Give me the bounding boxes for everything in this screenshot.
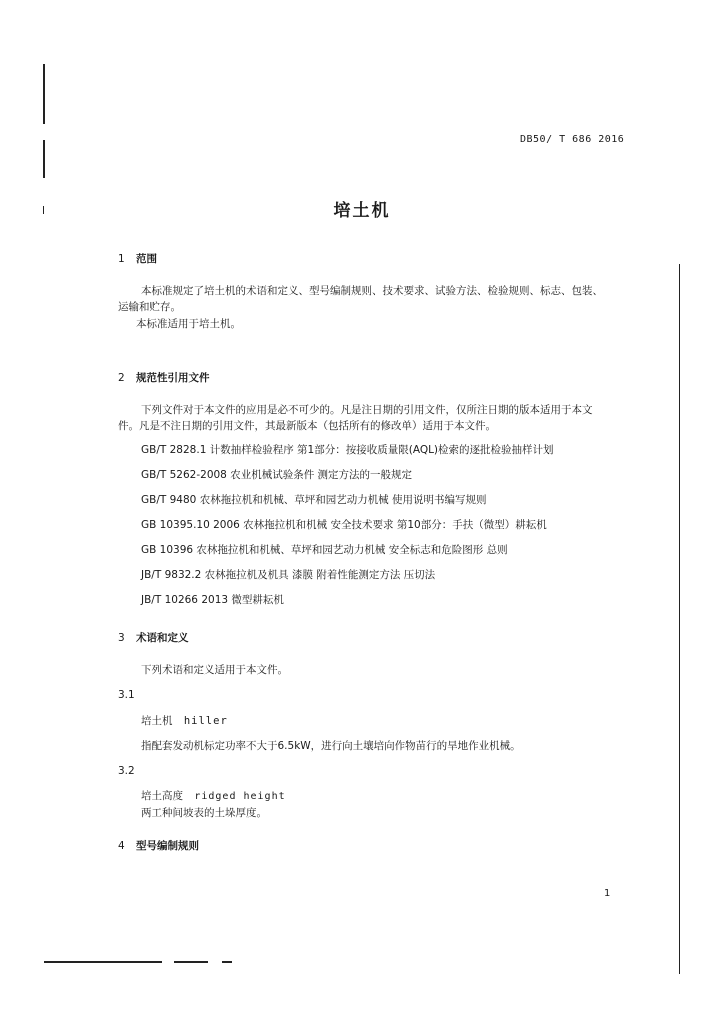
section-number: 3 [118, 632, 125, 644]
term-chinese: 培土机 [141, 715, 173, 727]
scan-mark-bottom-2 [174, 961, 208, 963]
section-1-para-1-line-1: 本标准规定了培土机的术语和定义、型号编制规则、技术要求、试验方法、检验规则、标志、包装、 [141, 285, 603, 297]
section-number: 4 [118, 840, 125, 852]
section-3-intro: 下列术语和定义适用于本文件。 [141, 664, 288, 676]
reference-item: GB/T 9480 农林拖拉机和机械、草坪和园艺动力机械 使用说明书编写规则 [141, 494, 487, 506]
section-2-intro-line-2: 件。凡是不注日期的引用文件，其最新版本（包括所有的修改单）适用于本文件。 [118, 420, 496, 432]
reference-item: GB/T 5262-2008 农业机械试验条件 测定方法的一般规定 [141, 469, 413, 481]
term-3-2-definition: 两工种间坡表的土垛厚度。 [141, 807, 267, 819]
term-chinese: 培土高度 [141, 790, 183, 802]
section-3-heading [118, 630, 189, 645]
reference-item: GB 10396 农林拖拉机和机械、草坪和园艺动力机械 安全标志和危险图形 总则 [141, 544, 508, 556]
section-title: 术语和定义 [136, 632, 189, 644]
section-1-para-1-line-2: 运输和贮存。 [118, 301, 181, 313]
section-2-intro-line-1: 下列文件对于本文件的应用是必不可少的。凡是注日期的引用文件，仅所注日期的版本适用于本文 [141, 404, 593, 416]
reference-item: JB/T 10266 2013 微型耕耘机 [141, 594, 284, 606]
section-number: 1 [118, 253, 125, 265]
standard-code: DB50/ T 686 2016 [520, 134, 625, 145]
section-number: 2 [118, 372, 125, 384]
page-number: 1 [604, 888, 611, 899]
section-1-heading [118, 251, 157, 266]
term-3-1-definition: 指配套发动机标定功率不大于6.5kW，进行向土壤培向作物苗行的旱地作业机械。 [141, 740, 521, 752]
section-4-heading [118, 838, 199, 853]
term-3-2-number: 3.2 [118, 765, 135, 777]
reference-item: GB 10395.10 2006 农林拖拉机和机械 安全技术要求 第10部分：手扶（微型）耕耘机 [141, 519, 547, 531]
section-title: 规范性引用文件 [136, 372, 210, 384]
term-english: ridged height [194, 791, 286, 802]
document-title: 培土机 [333, 201, 391, 221]
scan-mark-bottom-3 [222, 961, 232, 963]
term-3-1-name [141, 713, 228, 730]
scan-mark-left-1 [43, 64, 45, 124]
term-english: hiller [183, 715, 228, 727]
scan-mark-right [679, 264, 680, 974]
section-title: 型号编制规则 [136, 840, 199, 852]
reference-item: JB/T 9832.2 农林拖拉机及机具 漆膜 附着性能测定方法 压切法 [141, 569, 436, 581]
section-title: 范围 [136, 253, 157, 265]
scan-mark-bottom-1 [44, 961, 162, 963]
scan-mark-left-2 [43, 140, 45, 178]
term-3-1-number: 3.1 [118, 689, 135, 701]
term-3-2-name [141, 788, 286, 805]
section-1-para-2: 本标准适用于培土机。 [136, 318, 241, 330]
reference-item: GB/T 2828.1 计数抽样检验程序 第1部分：按接收质量限(AQL)检索的逐批检验抽样计划 [141, 444, 554, 456]
section-2-heading [118, 370, 210, 385]
